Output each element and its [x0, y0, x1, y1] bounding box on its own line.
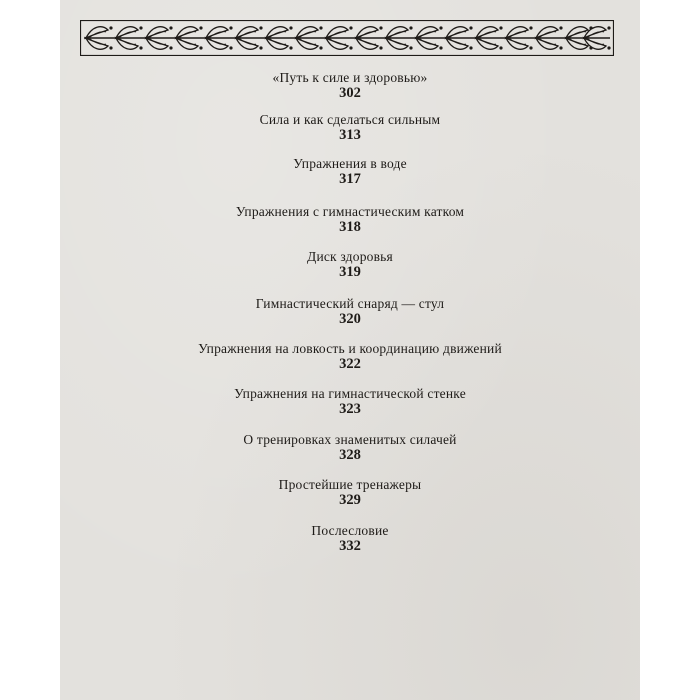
toc-entry-title: О тренировках знаменитых силачей: [243, 432, 457, 447]
toc-entry: [60, 477, 640, 508]
toc-entry-title: Диск здоровья: [307, 249, 393, 264]
toc-entry-title: Послесловие: [311, 523, 389, 538]
toc-entry: [60, 386, 640, 417]
table-of-contents: [60, 0, 640, 700]
toc-entry-page: 332: [339, 538, 361, 554]
toc-entry-page: 323: [339, 401, 361, 417]
toc-entry: [60, 70, 640, 101]
toc-entry: [60, 432, 640, 463]
toc-entry: [60, 112, 640, 143]
toc-entry-title: Сила и как сделаться сильным: [259, 112, 441, 127]
toc-entry-page: 317: [339, 171, 361, 187]
toc-entry-page: 302: [339, 85, 361, 101]
toc-entry-page: 322: [339, 356, 361, 372]
toc-entry: [60, 156, 640, 187]
toc-entry-title: Простейшие тренажеры: [278, 477, 422, 492]
toc-entry-page: 329: [339, 492, 361, 508]
toc-entry-page: 318: [339, 219, 361, 235]
toc-entry: [60, 341, 640, 372]
toc-entry: [60, 296, 640, 327]
book-page: [60, 0, 640, 700]
toc-entry-title: Упражнения в воде: [293, 156, 407, 171]
toc-entry-page: 320: [339, 311, 361, 327]
toc-entry-title: Упражнения на ловкость и координацию движений: [198, 341, 502, 356]
toc-entry: [60, 523, 640, 554]
toc-entry-title: Гимнастический снаряд — стул: [255, 296, 445, 311]
toc-entry-page: 313: [339, 127, 361, 143]
toc-entry-title: «Путь к силе и здоровью»: [272, 70, 428, 85]
toc-entry-title: Упражнения на гимнастической стенке: [234, 386, 466, 401]
toc-entry-title: Упражнения с гимнастическим катком: [235, 204, 465, 219]
toc-entry: [60, 204, 640, 235]
toc-entry-page: 328: [339, 447, 361, 463]
toc-entry: [60, 249, 640, 280]
toc-entry-page: 319: [339, 264, 361, 280]
